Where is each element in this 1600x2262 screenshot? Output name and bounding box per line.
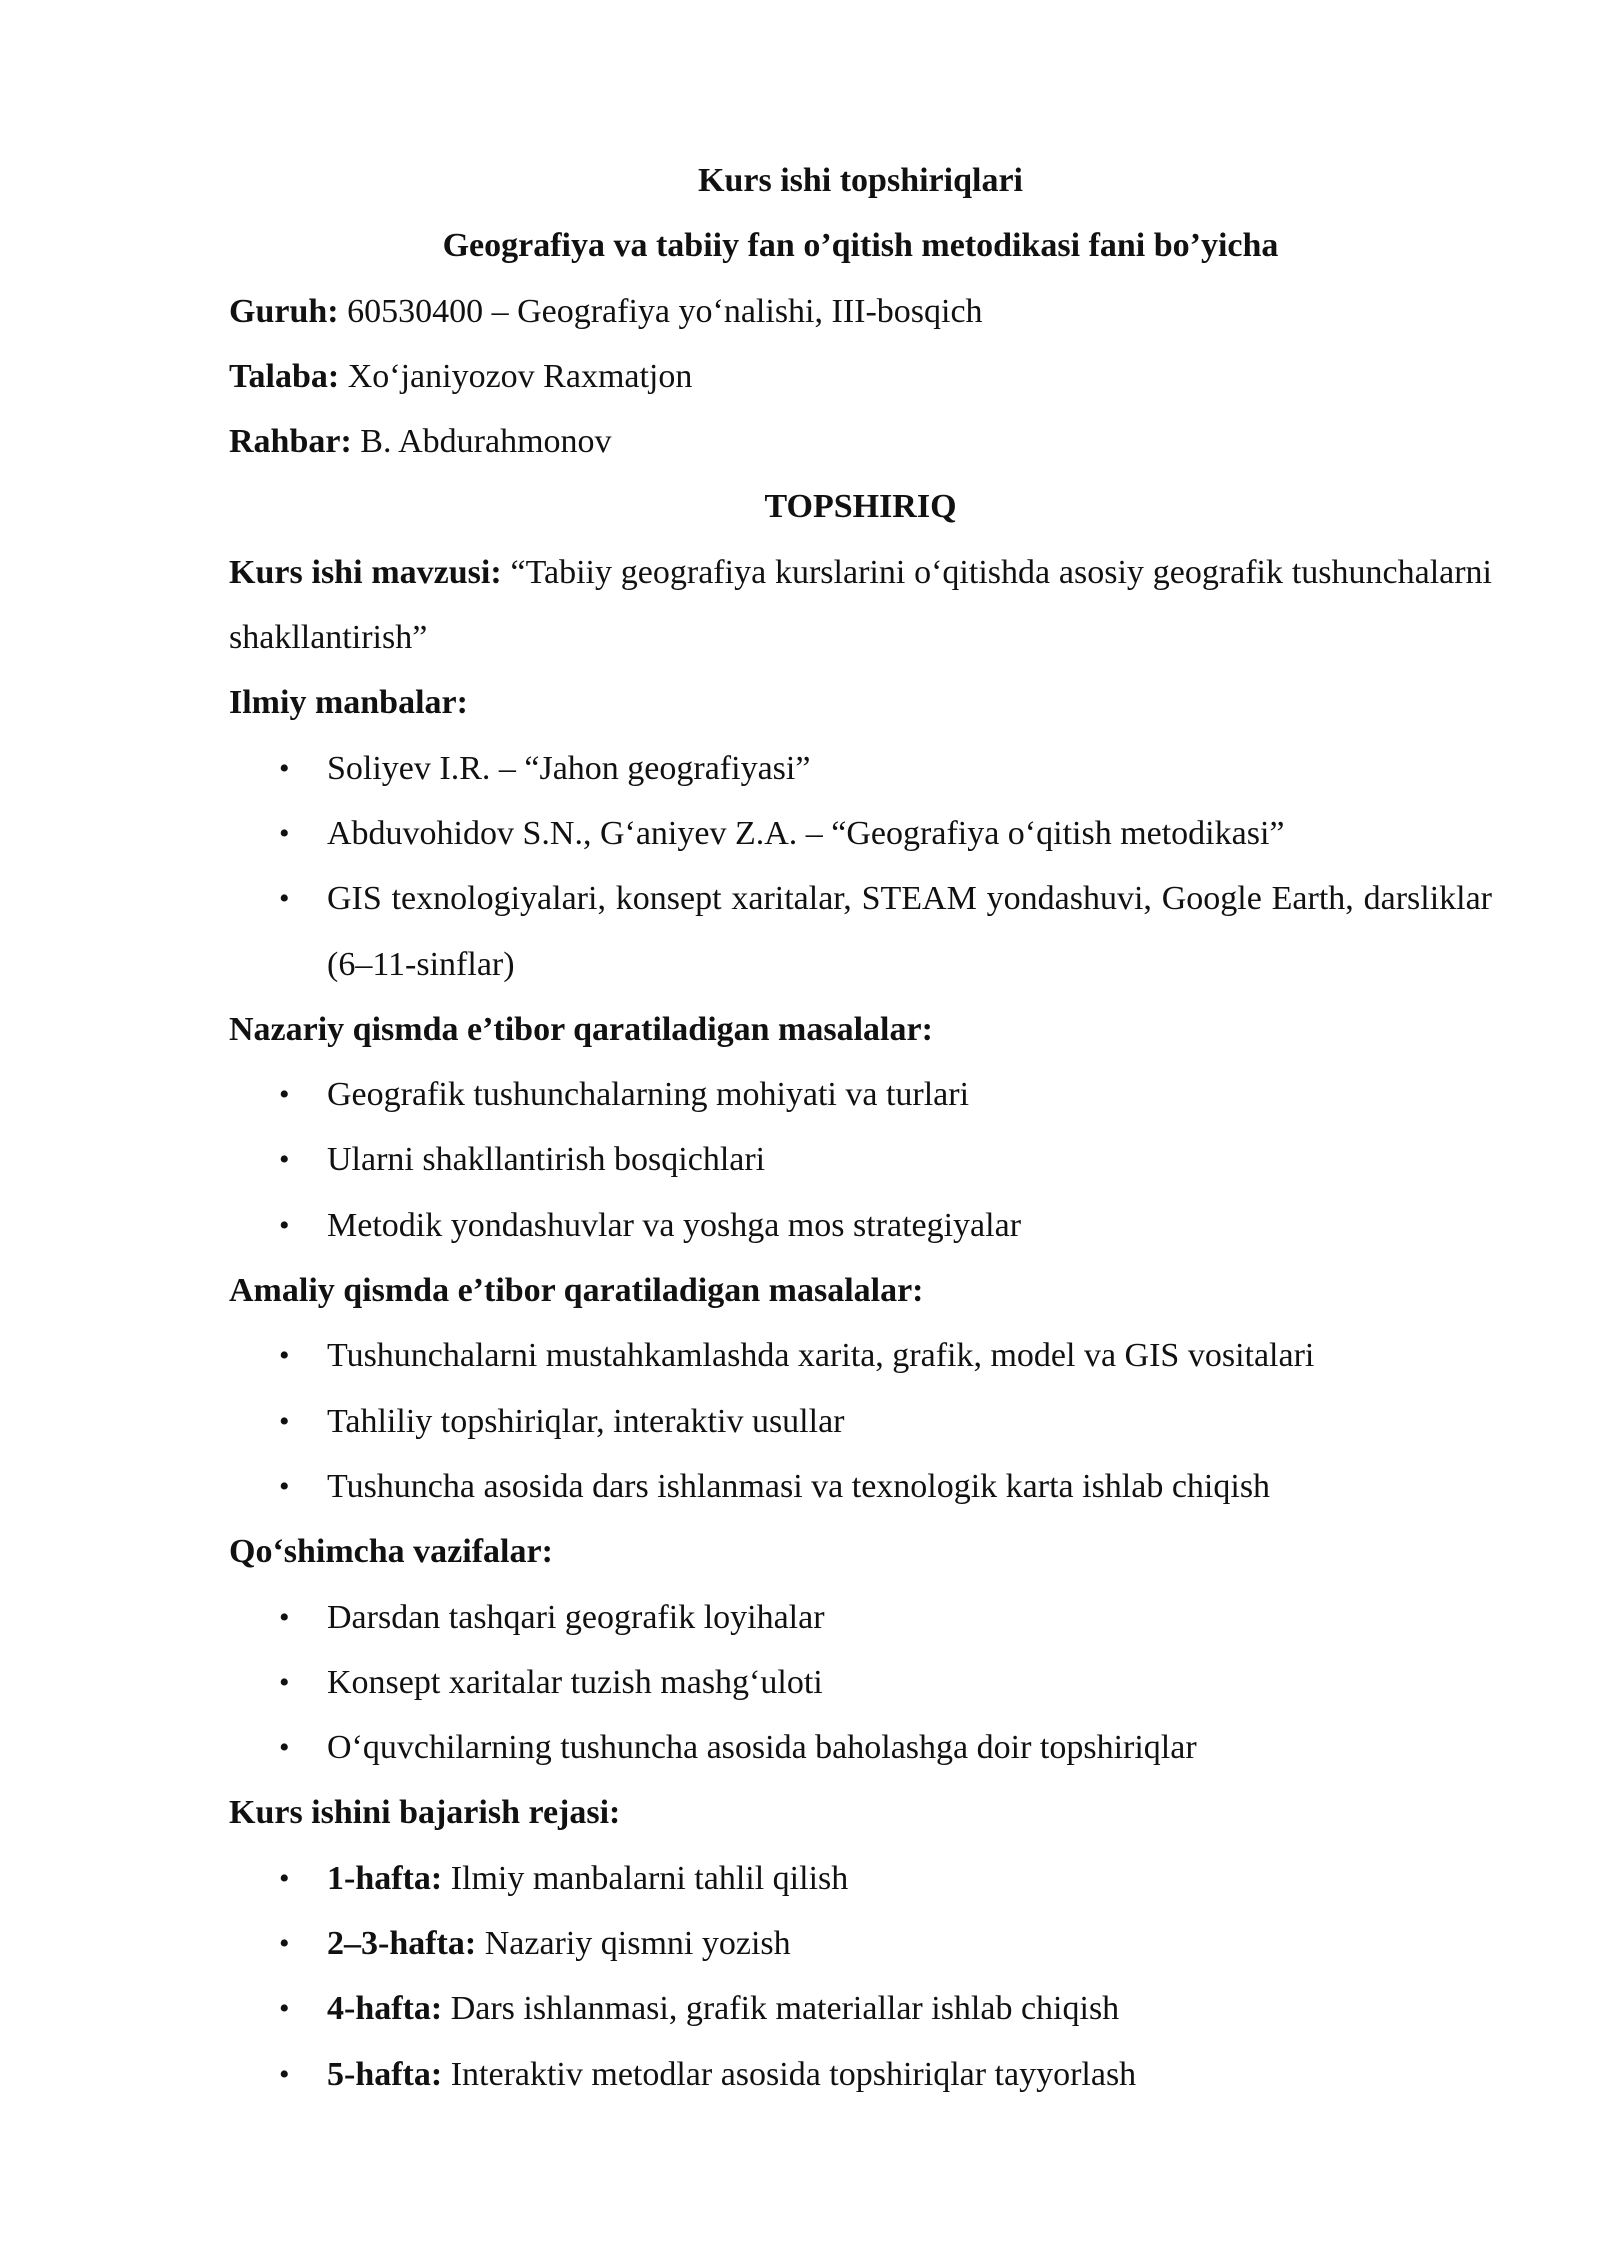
bullet-icon: •	[279, 1731, 290, 1765]
bullet-list	[229, 1062, 1492, 1258]
list-item-text: Konsept xaritalar tuzish mashg‘uloti	[327, 1663, 823, 1701]
document-title: Kurs ishi topshiriqlari	[698, 162, 1023, 199]
document-page	[229, 148, 1492, 2107]
list-item-text: Ilmiy manbalarni tahlil qilish	[442, 1859, 849, 1897]
bullet-icon: •	[279, 1339, 290, 1373]
bullet-list	[229, 736, 1492, 997]
list-item	[229, 801, 1492, 866]
meta-block	[229, 279, 1492, 475]
section	[229, 1780, 1492, 2106]
section-title: Nazariy qismda e’tibor qaratiladigan masalalar:	[229, 1010, 933, 1048]
list-item-label: 4-hafta:	[327, 1990, 443, 2028]
list-item	[229, 736, 1492, 801]
bullet-icon: •	[279, 1143, 290, 1177]
list-item	[229, 1389, 1492, 1454]
bullet-icon: •	[279, 1861, 290, 1895]
list-item-text: GIS texnologiyalari, konsept xaritalar, STEAM yondashuvi, Google Earth, darsliklar (6–11-sinflar)	[327, 880, 1492, 983]
section-title: Qo‘shimcha vazifalar:	[229, 1533, 553, 1571]
topic-paragraph	[229, 540, 1492, 671]
list-item-text: Abduvohidov S.N., G‘aniyev Z.A. – “Geografiya o‘qitish metodikasi”	[327, 814, 1285, 852]
list-item	[229, 1585, 1492, 1650]
document-subtitle: Geografiya va tabiiy fan o’qitish metodikasi fani bo’yicha	[442, 227, 1279, 265]
list-item	[229, 1193, 1492, 1258]
bullet-icon: •	[279, 2057, 290, 2091]
list-item	[229, 866, 1492, 997]
section	[229, 670, 1492, 996]
list-item-text: Darsdan tashqari geografik loyihalar	[327, 1598, 825, 1636]
bullet-list	[229, 1846, 1492, 2107]
bullet-icon: •	[279, 1927, 290, 1961]
list-item-text: Soliyev I.R. – “Jahon geografiyasi”	[327, 749, 811, 787]
sections	[229, 670, 1492, 2107]
topic-label: Kurs ishi mavzusi:	[229, 553, 502, 591]
list-item-text: Tushuncha asosida dars ishlanmasi va texnologik karta ishlab chiqish	[327, 1467, 1271, 1505]
bullet-list	[229, 1323, 1492, 1519]
list-item-text: Ularni shakllantirish bosqichlari	[327, 1141, 766, 1179]
list-item-text: Nazariy qismni yozish	[476, 1925, 791, 1963]
meta-supervisor-label: Rahbar:	[229, 423, 352, 461]
bullet-icon: •	[279, 1600, 290, 1634]
meta-supervisor-value: B. Abdurahmonov	[351, 423, 612, 461]
list-item	[229, 1846, 1492, 1911]
list-item-label: 2–3-hafta:	[327, 1925, 477, 1963]
list-item	[229, 1323, 1492, 1388]
section	[229, 1258, 1492, 1519]
task-heading: TOPSHIRIQ	[764, 488, 957, 526]
list-item	[229, 1911, 1492, 1976]
bullet-icon: •	[279, 1208, 290, 1242]
bullet-icon: •	[279, 1469, 290, 1503]
list-item-text: O‘quvchilarning tushuncha asosida baholashga doir topshiriqlar	[327, 1729, 1197, 1767]
bullet-icon: •	[279, 1992, 290, 2026]
list-item-text: Dars ishlanmasi, grafik materiallar ishlab chiqish	[442, 1990, 1120, 2028]
bullet-icon: •	[279, 1665, 290, 1699]
list-item	[229, 1062, 1492, 1127]
list-item	[229, 1715, 1492, 1780]
meta-group-label: Guruh:	[229, 292, 339, 330]
section-title: Kurs ishini bajarish rejasi:	[229, 1794, 621, 1832]
list-item-text: Geografik tushunchalarning mohiyati va turlari	[327, 1076, 970, 1114]
list-item-text: Metodik yondashuvlar va yoshga mos strategiyalar	[327, 1206, 1022, 1244]
meta-student-label: Talaba:	[229, 357, 340, 395]
bullet-list	[229, 1585, 1492, 1781]
list-item-label: 5-hafta:	[327, 2055, 443, 2093]
section-title: Amaliy qismda e’tibor qaratiladigan masalalar:	[229, 1272, 924, 1310]
bullet-icon: •	[279, 816, 290, 850]
meta-supervisor	[229, 409, 1492, 474]
bullet-icon: •	[279, 751, 290, 785]
meta-group-value: 60530400 – Geografiya yo‘nalishi, III-bosqich	[338, 292, 983, 330]
section-title: Ilmiy manbalar:	[229, 684, 468, 722]
meta-student-value: Xo‘janiyozov Raxmatjon	[339, 357, 693, 395]
list-item	[229, 1454, 1492, 1519]
list-item	[229, 2042, 1492, 2107]
bullet-icon: •	[279, 882, 290, 916]
list-item-label: 1-hafta:	[327, 1859, 443, 1897]
meta-student	[229, 344, 1492, 409]
list-item	[229, 1976, 1492, 2041]
meta-group	[229, 279, 1492, 344]
list-item-text: Tushunchalarni mustahkamlashda xarita, grafik, model va GIS vositalari	[327, 1337, 1315, 1375]
bullet-icon: •	[279, 1404, 290, 1438]
topic-value: “Tabiiy geografiya kurslarini o‘qitishda asosiy geografik tushunchalarni shakllantirish”	[229, 553, 1492, 657]
bullet-icon: •	[279, 1078, 290, 1112]
list-item	[229, 1127, 1492, 1192]
list-item	[229, 1650, 1492, 1715]
list-item-text: Interaktiv metodlar asosida topshiriqlar tayyorlash	[442, 2055, 1137, 2093]
section	[229, 997, 1492, 1258]
list-item-text: Tahliliy topshiriqlar, interaktiv usullar	[327, 1402, 845, 1440]
section	[229, 1519, 1492, 1780]
